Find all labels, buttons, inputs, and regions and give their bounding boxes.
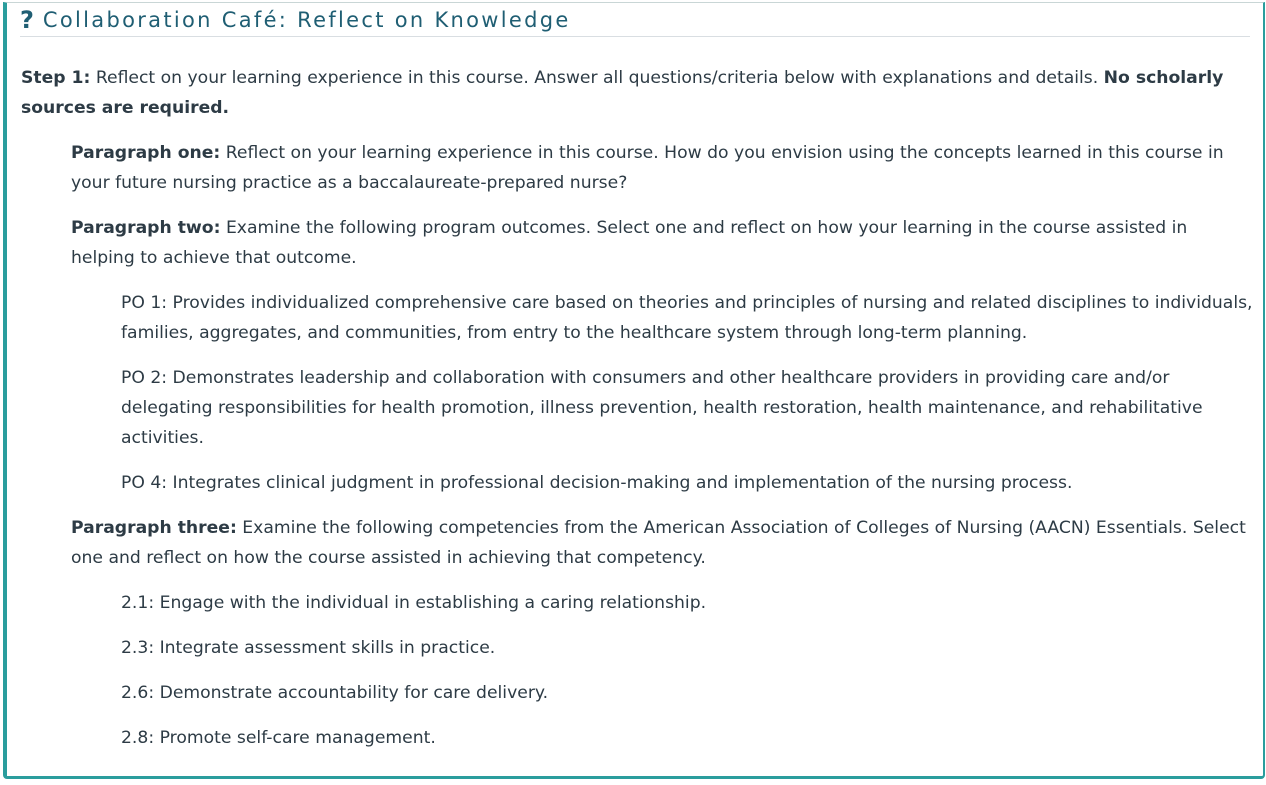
paragraph-three-text: Examine the following competencies from the American Association of Colleges of Nursing (AACN) Essentials. Select one and reflect on how the course assisted in achieving that competency. bbox=[71, 518, 1246, 568]
paragraph-two-text: Examine the following program outcomes. Select one and reflect on how your learning in the course assisted in helping to achieve that outcome. bbox=[71, 218, 1188, 268]
program-outcome-po1: PO 1: Provides individualized comprehensive care based on theories and principles of nursing and related disciplines to individuals, families, aggregates, and communities, from entry to the healthcare system through long-term planning. bbox=[121, 293, 1253, 343]
paragraph-two-label: Paragraph two: bbox=[71, 218, 221, 238]
paragraph-three-label: Paragraph three: bbox=[71, 518, 237, 538]
competency-2-8: 2.8: Promote self-care management. bbox=[121, 728, 436, 748]
paragraph-one-text: Reflect on your learning experience in this course. How do you envision using the concepts learned in this course in your future nursing practice as a baccalaureate-prepared nurse? bbox=[71, 143, 1224, 193]
step-1-instructions bbox=[21, 63, 1253, 123]
program-outcome-po4: PO 4: Integrates clinical judgment in professional decision-making and implementation of the nursing process. bbox=[121, 473, 1073, 493]
page-title: Collaboration Café: Reflect on Knowledge bbox=[42, 7, 571, 32]
competency-2-3: 2.3: Integrate assessment skills in practice. bbox=[121, 638, 496, 658]
panel-header bbox=[20, 3, 1250, 37]
program-outcome-po2: PO 2: Demonstrates leadership and collaboration with consumers and other healthcare providers in providing care and/or delegating responsibilities for health promotion, illness prevention, health restoration, health maintenance, and rehabilitative activities. bbox=[121, 368, 1203, 448]
step-1-emphasis: No scholarly sources are required. bbox=[21, 68, 1224, 118]
question-mark-icon: ? bbox=[20, 5, 34, 34]
discussion-panel bbox=[3, 2, 1265, 779]
step-1-label: Step 1: bbox=[21, 68, 91, 88]
paragraph-two-instructions bbox=[21, 213, 1253, 273]
step-1-text: Reflect on your learning experience in this course. Answer all questions/criteria below with explanations and details. bbox=[90, 68, 1104, 88]
paragraph-one-label: Paragraph one: bbox=[71, 143, 221, 163]
paragraph-three-instructions bbox=[21, 513, 1253, 573]
instructions-content bbox=[21, 63, 1253, 768]
paragraph-one-instructions bbox=[21, 138, 1253, 198]
competency-2-6: 2.6: Demonstrate accountability for care delivery. bbox=[121, 683, 549, 703]
competency-2-1: 2.1: Engage with the individual in establishing a caring relationship. bbox=[121, 593, 707, 613]
